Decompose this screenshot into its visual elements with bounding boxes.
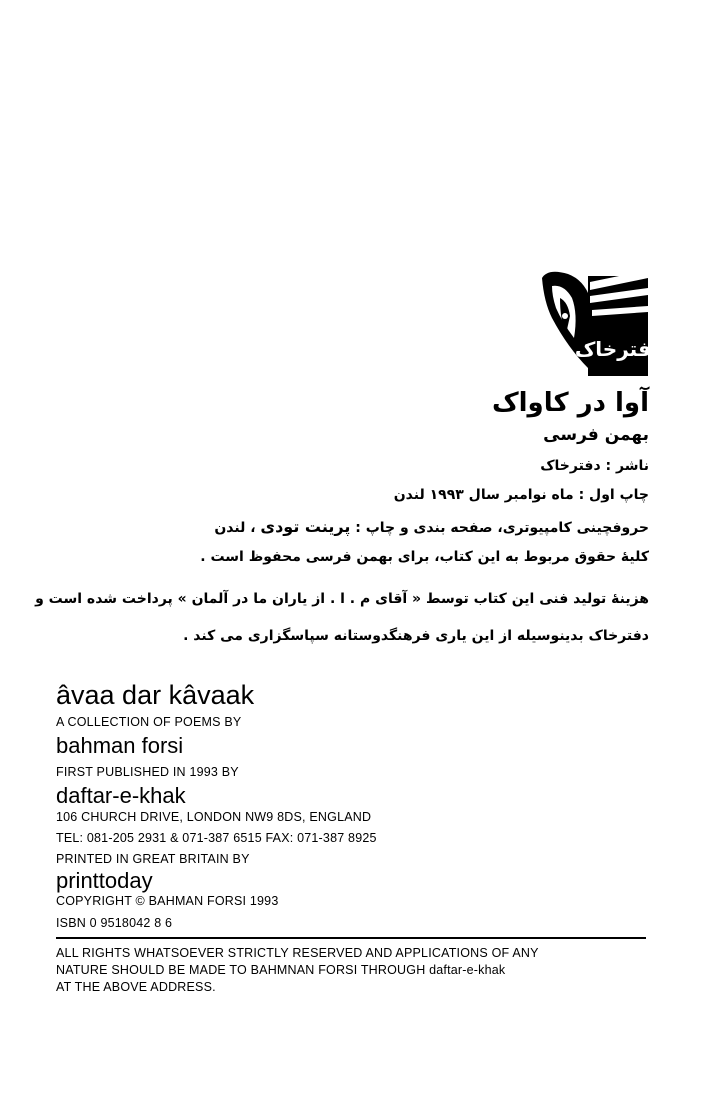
rights-notice-line: ALL RIGHTS WHATSOEVER STRICTLY RESERVED AND APPLICATIONS OF ANY [56,946,539,960]
english-printer: printtoday [56,868,153,893]
rights-notice [56,945,656,996]
persian-typesetting-line [214,517,649,536]
persian-author: بهمن فرسی [543,425,649,445]
typesetting-suffix: ، لندن [214,520,256,536]
first-published-line: FIRST PUBLISHED IN 1993 BY [56,765,239,779]
publisher-logo-icon [538,268,662,380]
rights-notice-line: NATURE SHOULD BE MADE TO BAHMNAN FORSI THROUGH daftar-e-khak [56,963,506,977]
english-publisher: daftar-e-khak [56,783,186,808]
persian-acknowledgement-line-1: هزینهٔ تولید فنی این کتاب توسط « آقای م . ا . از یاران ما در آلمان » پرداخت شده است و [35,591,649,607]
logo-lettering: دفترخاک [574,337,662,361]
publisher-address: 106 CHURCH DRIVE, LONDON NW9 8DS, ENGLAND [56,810,372,824]
copyright-line: COPYRIGHT © BAHMAN FORSI 1993 [56,894,279,908]
rights-notice-line: AT THE ABOVE ADDRESS. [56,980,216,994]
persian-edition-line: چاپ اول : ماه نوامبر سال ۱۹۹۳ لندن [393,487,649,503]
typesetting-printer: پرینت تودی [260,517,351,536]
persian-acknowledgement-line-2: دفترخاک بدینوسیله از این یاری فرهنگدوستانه سپاسگزاری می کند . [183,628,649,644]
persian-title: آوا در کاواک [492,388,649,418]
printed-line: PRINTED IN GREAT BRITAIN BY [56,852,250,866]
persian-rights-line: کلیهٔ حقوق مربوط به این کتاب، برای بهمن فرسی محفوظ است . [200,549,649,565]
collection-line: A COLLECTION OF POEMS BY [56,715,242,729]
english-author: bahman forsi [56,733,184,758]
divider [56,937,646,939]
typesetting-prefix: حروفچینی کامپیوتری، صفحه بندی و چاپ : [355,520,649,536]
publisher-contact: TEL: 081-205 2931 & 071-387 6515 FAX: 071-387 8925 [56,831,377,845]
isbn-line: ISBN 0 9518042 8 6 [56,916,173,930]
persian-publisher-line: ناشر : دفترخاک [540,458,649,474]
english-title: âvaa dar kâvaak [56,680,255,710]
